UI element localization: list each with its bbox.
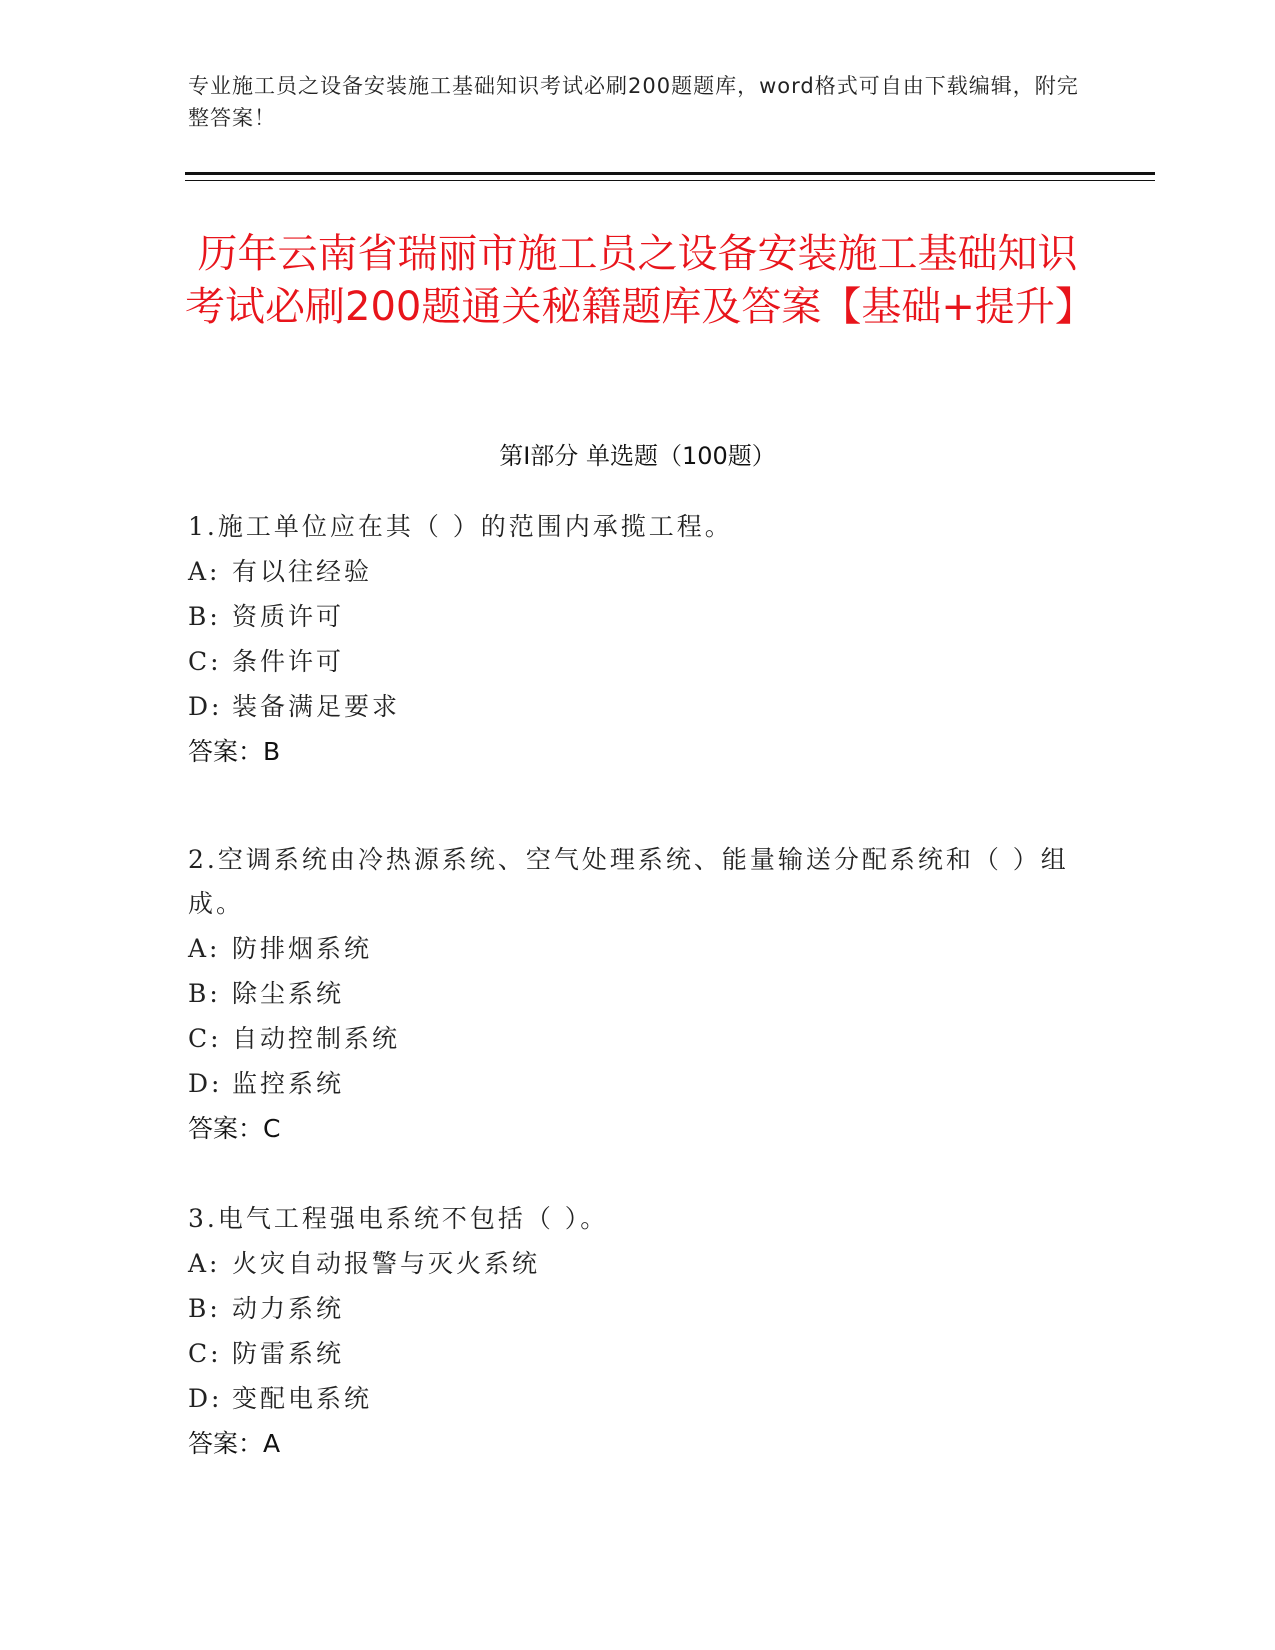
section-heading: 第Ⅰ部分 单选题（100题） [499,442,776,470]
document-title: 历年云南省瑞丽市施工员之设备安装施工基础知识考试必刷200题通关秘籍题库及答案【基础+提升】 [185,231,1095,330]
option-a [188,1241,1088,1286]
option-c [188,639,1088,684]
option-key: D: [188,692,223,721]
option-key: B: [188,1294,221,1323]
option-key: B: [188,979,221,1008]
question-stem: 3.电气工程强电系统不包括（ ）。 [188,1204,609,1233]
answer-label: 答案： [188,1114,264,1143]
option-text: 资质许可 [232,602,345,631]
option-a [188,926,1088,971]
option-text: 火灾自动报警与灭火系统 [232,1249,541,1278]
answer-value: B [263,737,281,766]
option-b [188,594,1088,639]
header-rule-thin [185,180,1155,181]
option-text: 变配电系统 [232,1384,373,1413]
question-2 [188,838,1088,1151]
option-c [188,1331,1088,1376]
answer-label: 答案： [188,1429,264,1458]
page-header: 专业施工员之设备安装施工基础知识考试必刷200题题库，word格式可自由下载编辑，附完整答案！ [188,74,1079,130]
option-key: C: [188,1339,222,1368]
option-text: 有以往经验 [232,557,373,586]
question-1 [188,505,1088,774]
option-key: C: [188,1024,222,1053]
answer-line [188,1421,1088,1466]
option-text: 监控系统 [232,1069,345,1098]
option-key: D: [188,1069,223,1098]
option-text: 自动控制系统 [232,1024,401,1053]
answer-line [188,729,1088,774]
question-3 [188,1197,1088,1466]
option-key: C: [188,647,222,676]
option-d [188,684,1088,729]
header-rule-thick [185,172,1155,175]
option-key: A: [188,934,221,963]
option-key: D: [188,1384,223,1413]
answer-line [188,1106,1088,1151]
option-text: 装备满足要求 [232,692,401,721]
option-key: A: [188,1249,221,1278]
option-a [188,549,1088,594]
option-b [188,1286,1088,1331]
option-text: 防雷系统 [232,1339,345,1368]
option-text: 动力系统 [232,1294,345,1323]
option-text: 除尘系统 [232,979,345,1008]
question-stem: 1.施工单位应在其（ ）的范围内承揽工程。 [188,512,733,541]
question-stem: 2.空调系统由冷热源系统、空气处理系统、能量输送分配系统和（ ）组成。 [188,845,1069,918]
option-d [188,1376,1088,1421]
answer-value: C [263,1114,281,1143]
option-key: B: [188,602,221,631]
option-text: 防排烟系统 [232,934,373,963]
option-text: 条件许可 [232,647,345,676]
option-d [188,1061,1088,1106]
option-key: A: [188,557,221,586]
option-c [188,1016,1088,1061]
answer-label: 答案： [188,737,264,766]
answer-value: A [263,1429,281,1458]
option-b [188,971,1088,1016]
